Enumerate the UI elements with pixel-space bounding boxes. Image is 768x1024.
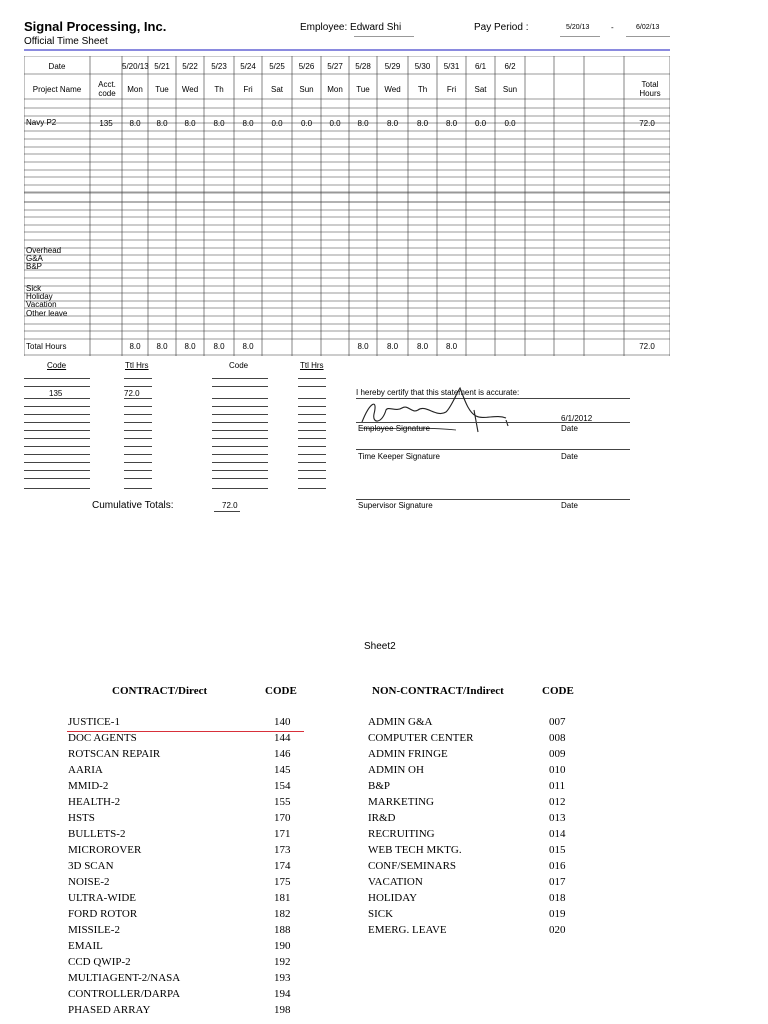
indirect-item-name: SICK <box>368 908 394 920</box>
indirect-item-code: 019 <box>549 908 566 920</box>
direct-item-code: 170 <box>274 812 291 824</box>
direct-item-code: 181 <box>274 892 291 904</box>
summary-underline <box>24 386 90 387</box>
indirect-item-name: VACATION <box>368 876 423 888</box>
hours-cell: 0.0 <box>504 119 516 128</box>
day-cell: Tue <box>155 85 169 94</box>
date-cell: 5/29 <box>384 62 401 71</box>
hours-cell: 8.0 <box>129 119 141 128</box>
date-cell: 6/1 <box>474 62 487 71</box>
direct-item-code: 188 <box>274 924 291 936</box>
direct-item-name: FORD ROTOR <box>68 908 138 920</box>
direct-item-name: DOC AGENTS <box>68 732 137 744</box>
date-header: Date <box>48 62 66 71</box>
summary-underline <box>124 462 152 463</box>
indirect-label: Sick <box>26 284 42 293</box>
summary-underline <box>124 398 152 399</box>
summary-underline <box>212 406 268 407</box>
summary-underline <box>124 422 152 423</box>
summary-underline <box>298 422 326 423</box>
direct-item-code: 192 <box>274 956 291 968</box>
day-cell: Wed <box>384 85 401 94</box>
direct-item-name: 3D SCAN <box>68 860 114 872</box>
summary-underline <box>298 378 326 379</box>
summary-underline <box>298 488 326 489</box>
indirect-label: G&A <box>26 254 43 263</box>
direct-item-code: 155 <box>274 796 291 808</box>
certify-statement: I hereby certify that this statement is accurate: <box>356 388 520 397</box>
supervisor-signature-line <box>356 499 630 500</box>
project-name-header: Project Name <box>32 85 82 94</box>
summary-underline <box>298 470 326 471</box>
summary-first-hours: 72.0 <box>124 389 140 398</box>
summary-underline <box>212 438 268 439</box>
summary-underline <box>24 422 90 423</box>
hours-cell: 8.0 <box>184 119 196 128</box>
date-cell: 5/24 <box>240 62 256 71</box>
day-cell: Tue <box>356 85 370 94</box>
red-annotation-line <box>67 731 304 732</box>
acct-code-header: Acct. code <box>98 80 116 98</box>
timekeeper-signature-line <box>356 449 630 450</box>
summary-underline <box>24 406 90 407</box>
direct-item-code: 174 <box>274 860 291 872</box>
total-hours-cell: 8.0 <box>357 342 369 351</box>
pay-start-underline <box>560 36 600 37</box>
direct-item-code: 182 <box>274 908 291 920</box>
company-name: Signal Processing, Inc. <box>24 19 167 34</box>
indirect-item-code: 018 <box>549 892 566 904</box>
day-cell: Mon <box>127 85 143 94</box>
direct-code-header: CODE <box>265 685 297 697</box>
date-cell: 5/30 <box>414 62 431 71</box>
pay-period-separator: - <box>611 23 614 32</box>
direct-item-code: 173 <box>274 844 291 856</box>
employee-underline <box>354 36 414 37</box>
date-cell: 5/23 <box>211 62 227 71</box>
direct-item-name: NOISE-2 <box>68 876 110 888</box>
total-hours-header: Total Hours <box>639 80 661 98</box>
summary-underline <box>24 414 90 415</box>
supervisor-signature-label: Supervisor Signature <box>358 501 433 510</box>
total-hours-cell: 8.0 <box>129 342 141 351</box>
summary-underline <box>212 414 268 415</box>
indirect-item-code: 012 <box>549 796 566 808</box>
indirect-header: NON-CONTRACT/Indirect <box>372 685 504 697</box>
direct-item-code: 154 <box>274 780 291 792</box>
hours-cell: 8.0 <box>156 119 168 128</box>
direct-item-name: PHASED ARRAY <box>68 1004 151 1016</box>
summary-underline <box>24 454 90 455</box>
indirect-label: Other leave <box>26 309 68 318</box>
employee-signature-label: Employee Signature <box>358 424 431 433</box>
indirect-item-code: 009 <box>549 748 566 760</box>
summary-underline <box>298 446 326 447</box>
summary-underline <box>24 446 90 447</box>
hours-cell: 8.0 <box>242 119 254 128</box>
indirect-item-name: ADMIN G&A <box>368 716 433 728</box>
cumulative-value: 72.0 <box>222 501 238 510</box>
indirect-item-name: MARKETING <box>368 796 434 808</box>
date-cell: 5/28 <box>355 62 371 71</box>
day-cell: Sun <box>299 85 314 94</box>
summary-underline <box>212 430 268 431</box>
summary-underline <box>124 386 152 387</box>
indirect-item-name: HOLIDAY <box>368 892 418 904</box>
summary-underline <box>212 446 268 447</box>
summary-underline <box>298 398 326 399</box>
indirect-item-code: 015 <box>549 844 566 856</box>
summary-underline <box>298 462 326 463</box>
summary-underline <box>24 378 90 379</box>
date-cell: 5/25 <box>269 62 285 71</box>
direct-item-name: MICROROVER <box>68 844 142 856</box>
employee-date-label: Date <box>561 424 578 433</box>
direct-item-name: JUSTICE-1 <box>68 716 120 728</box>
date-cell: 5/22 <box>182 62 198 71</box>
summary-code-header-2: Code <box>229 361 249 370</box>
summary-underline <box>212 454 268 455</box>
pay-end-underline <box>626 36 670 37</box>
summary-underline <box>24 462 90 463</box>
timekeeper-signature-label: Time Keeper Signature <box>358 452 440 461</box>
hours-cell: 0.0 <box>329 119 341 128</box>
direct-item-code: 193 <box>274 972 291 984</box>
summary-underline <box>298 406 326 407</box>
direct-item-code: 140 <box>274 716 291 728</box>
employee-label: Employee: <box>300 22 348 33</box>
header-divider <box>24 49 670 51</box>
summary-underline <box>298 478 326 479</box>
summary-underline <box>24 478 90 479</box>
indirect-item-code: 013 <box>549 812 566 824</box>
summary-underline <box>298 438 326 439</box>
indirect-item-name: EMERG. LEAVE <box>368 924 447 936</box>
summary-underline <box>124 414 152 415</box>
summary-underline <box>124 454 152 455</box>
indirect-item-code: 017 <box>549 876 566 888</box>
direct-item-code: 198 <box>274 1004 291 1016</box>
summary-underline <box>298 430 326 431</box>
day-cell: Sat <box>270 85 283 94</box>
direct-item-name: EMAIL <box>68 940 103 952</box>
summary-underline <box>124 430 152 431</box>
direct-item-code: 175 <box>274 876 291 888</box>
summary-underline <box>298 454 326 455</box>
date-cell: 5/27 <box>327 62 343 71</box>
grid-lines <box>24 56 670 356</box>
total-hours-label: Total Hours <box>26 342 67 351</box>
summary-underline <box>212 488 268 489</box>
direct-item-name: ROTSCAN REPAIR <box>68 748 161 760</box>
summary-underline <box>24 398 90 399</box>
day-cell: Wed <box>181 85 199 94</box>
summary-ttl-header-2: Ttl Hrs <box>300 361 324 370</box>
direct-item-code: 190 <box>274 940 291 952</box>
summary-underline <box>24 470 90 471</box>
summary-underline <box>124 438 152 439</box>
direct-item-name: ULTRA-WIDE <box>68 892 137 904</box>
indirect-item-name: B&P <box>368 780 391 792</box>
summary-underline <box>212 378 268 379</box>
hours-cell: 0.0 <box>271 119 283 128</box>
direct-item-name: CONTROLLER/DARPA <box>68 988 181 1000</box>
project-total-cell: 72.0 <box>639 119 655 128</box>
day-cell: Fri <box>446 85 457 94</box>
summary-underline <box>212 478 268 479</box>
total-hours-cell: 8.0 <box>416 342 429 351</box>
hours-cell: 8.0 <box>213 119 225 128</box>
direct-header: CONTRACT/Direct <box>112 685 208 697</box>
day-cell: Sun <box>502 85 518 94</box>
summary-underline <box>24 438 90 439</box>
project-name-cell: Navy P2 <box>26 118 57 127</box>
indirect-item-name: COMPUTER CENTER <box>368 732 474 744</box>
indirect-item-code: 014 <box>549 828 566 840</box>
summary-underline <box>212 398 268 399</box>
direct-item-name: MULTIAGENT-2/NASA <box>68 972 181 984</box>
indirect-item-name: IR&D <box>368 812 396 824</box>
date-cell: 6/2 <box>504 62 516 71</box>
total-hours-cell: 8.0 <box>156 342 168 351</box>
day-cell: Fri <box>243 85 253 94</box>
hours-cell: 8.0 <box>445 119 458 128</box>
direct-item-name: HEALTH-2 <box>68 796 121 808</box>
cumulative-underline <box>214 511 240 512</box>
hours-cell: 8.0 <box>386 119 399 128</box>
indirect-item-code: 007 <box>549 716 566 728</box>
total-hours-cell: 8.0 <box>242 342 254 351</box>
direct-item-code: 194 <box>274 988 291 1000</box>
direct-item-code: 146 <box>274 748 291 760</box>
summary-underline <box>298 414 326 415</box>
cumulative-label: Cumulative Totals: <box>92 500 174 511</box>
summary-underline <box>124 488 152 489</box>
indirect-code-header: CODE <box>542 685 574 697</box>
summary-underline <box>24 430 90 431</box>
summary-underline <box>212 386 268 387</box>
summary-code-header-1: Code <box>47 361 67 370</box>
pay-period-end: 6/02/13 <box>636 24 660 31</box>
hours-cell: 0.0 <box>300 119 313 128</box>
hours-cell: 8.0 <box>416 119 429 128</box>
timekeeper-date-label: Date <box>561 452 578 461</box>
pay-period-label: Pay Period : <box>474 22 529 33</box>
indirect-item-code: 016 <box>549 860 566 872</box>
date-cell: 5/21 <box>154 62 170 71</box>
summary-underline <box>212 422 268 423</box>
direct-item-name: AARIA <box>68 764 103 776</box>
summary-underline <box>298 386 326 387</box>
date-cell: 5/20/13 <box>122 62 149 71</box>
hours-cell: 8.0 <box>357 119 369 128</box>
indirect-item-name: CONF/SEMINARS <box>368 860 457 872</box>
direct-item-name: CCD QWIP-2 <box>68 956 131 968</box>
summary-underline <box>124 378 152 379</box>
indirect-item-code: 020 <box>549 924 566 936</box>
summary-underline <box>124 478 152 479</box>
summary-underline <box>212 462 268 463</box>
summary-underline <box>124 470 152 471</box>
indirect-item-name: ADMIN FRINGE <box>368 748 448 760</box>
summary-underline <box>124 406 152 407</box>
project-code-cell: 135 <box>99 119 113 128</box>
indirect-label: Holiday <box>26 292 53 301</box>
indirect-label: Overhead <box>26 246 62 255</box>
indirect-item-name: WEB TECH MKTG. <box>368 844 462 856</box>
indirect-item-code: 011 <box>549 780 566 792</box>
summary-ttl-header-1: Ttl Hrs <box>125 361 149 370</box>
sheet2-title: Sheet2 <box>364 641 396 652</box>
date-cell: 5/31 <box>443 62 460 71</box>
indirect-label: Vacation <box>26 300 57 309</box>
indirect-item-code: 008 <box>549 732 566 744</box>
total-hours-cell: 8.0 <box>445 342 458 351</box>
timesheet-grid <box>24 56 670 356</box>
summary-underline <box>212 470 268 471</box>
employee-field <box>300 22 401 33</box>
employee-name: Edward Shi <box>350 22 402 33</box>
indirect-label: B&P <box>26 262 43 271</box>
total-hours-cell: 8.0 <box>386 342 399 351</box>
direct-item-name: HSTS <box>68 812 95 824</box>
indirect-item-name: ADMIN OH <box>368 764 424 776</box>
employee-date-value: 6/1/2012 <box>561 414 593 423</box>
indirect-item-name: RECRUITING <box>368 828 435 840</box>
total-hours-cell: 8.0 <box>213 342 225 351</box>
direct-item-code: 145 <box>274 764 291 776</box>
summary-underline <box>124 446 152 447</box>
day-cell: Th <box>417 85 428 94</box>
date-cell: 5/26 <box>298 62 315 71</box>
indirect-item-code: 010 <box>549 764 566 776</box>
day-cell: Th <box>214 85 224 94</box>
direct-item-name: MISSILE-2 <box>68 924 120 936</box>
total-hours-cell: 8.0 <box>184 342 196 351</box>
employee-signature-line <box>356 422 630 423</box>
direct-item-name: MMID-2 <box>68 780 109 792</box>
day-cell: Mon <box>327 85 343 94</box>
pay-period-start: 5/20/13 <box>566 24 590 31</box>
grand-total-cell: 72.0 <box>639 342 655 351</box>
direct-item-name: BULLETS-2 <box>68 828 126 840</box>
supervisor-date-label: Date <box>561 501 578 510</box>
sheet-subtitle: Official Time Sheet <box>24 36 108 47</box>
direct-item-code: 171 <box>274 828 291 840</box>
summary-first-code: 135 <box>49 389 63 398</box>
direct-item-code: 144 <box>274 732 291 744</box>
hours-cell: 0.0 <box>474 119 487 128</box>
day-cell: Sat <box>474 85 487 94</box>
summary-underline <box>24 488 90 489</box>
